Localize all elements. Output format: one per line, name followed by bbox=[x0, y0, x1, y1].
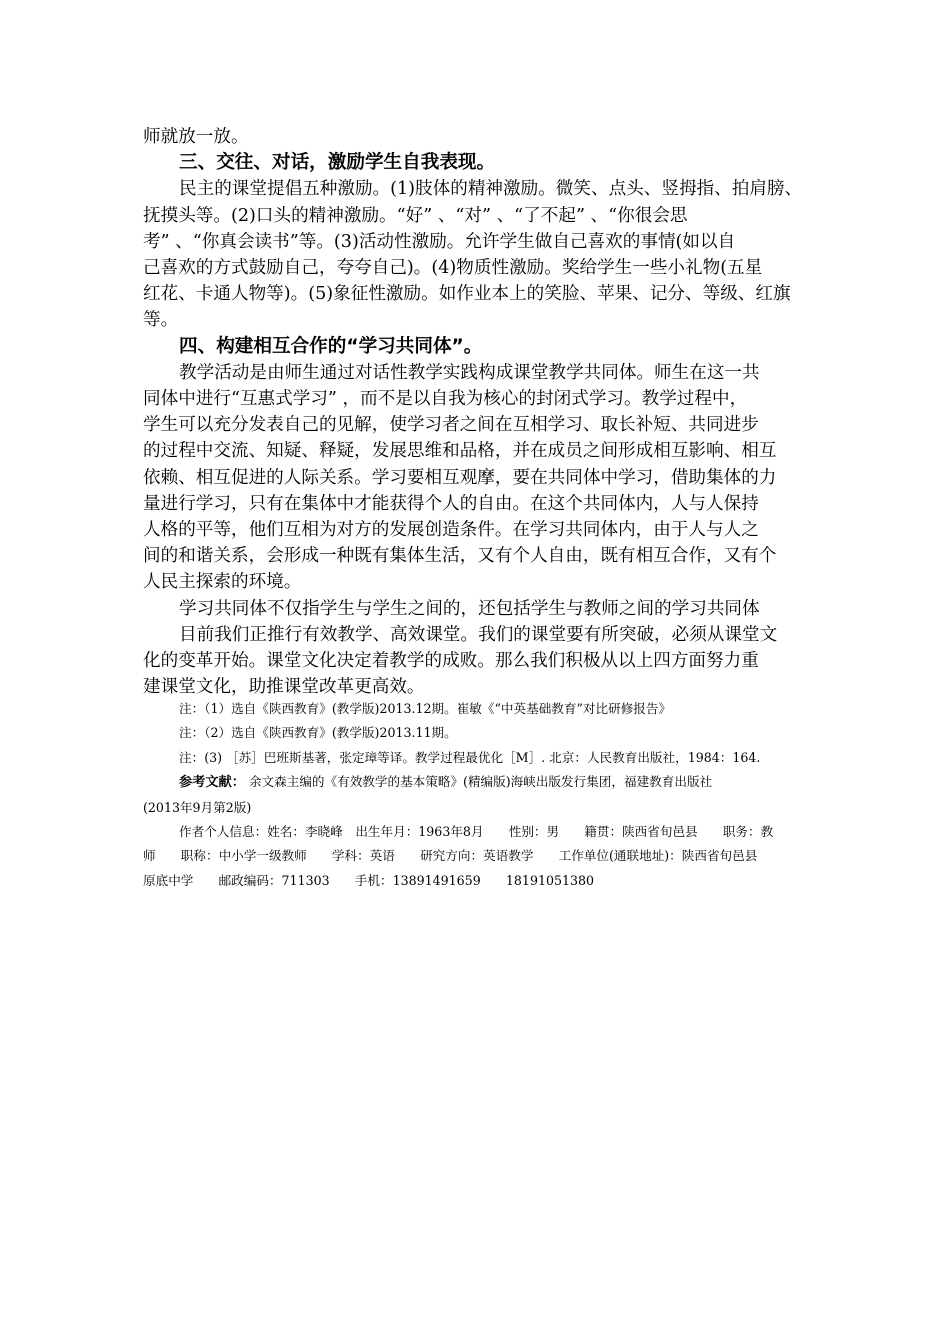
references-line-2: (2013年9月第2版) bbox=[143, 799, 252, 815]
paragraph-line: 人民主探索的环境。 bbox=[143, 572, 302, 593]
footnote: 注：（2）选自《陕西教育》(教学版)2013.11期。 bbox=[179, 725, 457, 741]
paragraph-line: 民主的课堂提倡五种激励。(1)肢体的精神激励。微笑、点头、竖拇指、拍肩膀、 bbox=[179, 179, 803, 200]
paragraph-line: 建课堂文化，助推课堂改革更高效。 bbox=[143, 677, 425, 698]
paragraph-line: 红花、卡通人物等)。(5)象征性激励。如作业本上的笑脸、苹果、记分、等级、红旗 bbox=[143, 284, 791, 305]
section-3-heading: 三、交往、对话，激励学生自我表现。 bbox=[179, 152, 496, 174]
paragraph-line: 依赖、相互促进的人际关系。学习要相互观摩，要在共同体中学习，借助集体的力 bbox=[143, 467, 777, 488]
references-label: 参考文献： bbox=[179, 775, 245, 791]
reference-text: 余文森主编的《有效教学的基本策略》(精编版)海峡出版发行集团，福建教育出版社 bbox=[248, 774, 713, 790]
author-info-line: 师 职称：中小学一级教师 学科：英语 研究方向：英语教学 工作单位(通联地址)：陕西省旬邑县 bbox=[143, 848, 758, 864]
section-4-paragraph-2 bbox=[143, 596, 813, 622]
paragraph-line: 间的和谐关系，会形成一种既有集体生活，又有个人自由，既有相互合作，又有个 bbox=[143, 546, 777, 567]
paragraph-line: 抚摸头等。(2)口头的精神激励。“好” 、“对” 、“了不起” 、“你很会思 bbox=[143, 205, 688, 226]
section-4-paragraph-1 bbox=[143, 360, 813, 596]
paragraph-line: 学习共同体不仅指学生与学生之间的，还包括学生与教师之间的学习共同体 bbox=[179, 598, 760, 619]
paragraph-line: 教学活动是由师生通过对话性教学实践构成课堂教学共同体。师生在这一共 bbox=[179, 362, 760, 383]
footnote: 注：（1）选自《陕西教育》(教学版)2013.12期。崔敏《“中英基础教育”对比研修报告》 bbox=[179, 701, 672, 716]
paragraph-line: 目前我们正推行有效教学、高效课堂。我们的课堂要有所突破，必须从课堂文 bbox=[179, 624, 778, 645]
continuation-line: 师就放一放。 bbox=[143, 127, 249, 147]
paragraph-line: 考” 、“你真会读书”等。(3)活动性激励。允许学生做自己喜欢的事情(如以自 bbox=[143, 231, 736, 252]
author-info-line: 作者个人信息：姓名：李晓峰 出生年月：1963年8月 性别：男 籍贯：陕西省旬邑县 职务：教 bbox=[179, 824, 774, 840]
paragraph-line: 人格的平等，他们互相为对方的发展创造条件。在学习共同体内，由于人与人之 bbox=[143, 520, 759, 541]
section-3-paragraph bbox=[143, 176, 813, 333]
paragraph-line: 同体中进行“互惠式学习” ，而不是以自我为核心的封闭式学习。教学过程中， bbox=[143, 389, 748, 410]
paragraph-line: 己喜欢的方式鼓励自己，夸夸自己)。(4)物质性激励。奖给学生一些小礼物(五星 bbox=[143, 258, 763, 279]
paragraph-line: 化的变革开始。课堂文化决定着教学的成败。那么我们积极从以上四方面努力重 bbox=[143, 651, 759, 672]
paragraph-line: 量进行学习，只有在集体中才能获得个人的自由。在这个共同体内，人与人保持 bbox=[143, 493, 759, 514]
author-info-line: 原底中学 邮政编码：711303 手机：13891491659 18191051380 bbox=[143, 872, 595, 888]
footnotes-section bbox=[143, 697, 823, 893]
footnote: 注：(3) ［苏］巴班斯基著，张定璋等译。教学过程最优化［M］. 北京：人民教育出版社，1984：164. bbox=[179, 749, 761, 765]
document-body bbox=[143, 124, 813, 700]
references-line bbox=[143, 770, 823, 795]
paragraph-line: 等。 bbox=[143, 310, 179, 331]
section-4-heading: 四、构建相互合作的“学习共同体”。 bbox=[179, 335, 483, 357]
section-4-paragraph-3 bbox=[143, 622, 813, 701]
paragraph-line: 的过程中交流、知疑、释疑，发展思维和品格，并在成员之间形成相互影响、相互 bbox=[143, 441, 777, 462]
paragraph-line: 学生可以充分发表自己的见解，使学习者之间在互相学习、取长补短、共同进步 bbox=[143, 415, 759, 436]
